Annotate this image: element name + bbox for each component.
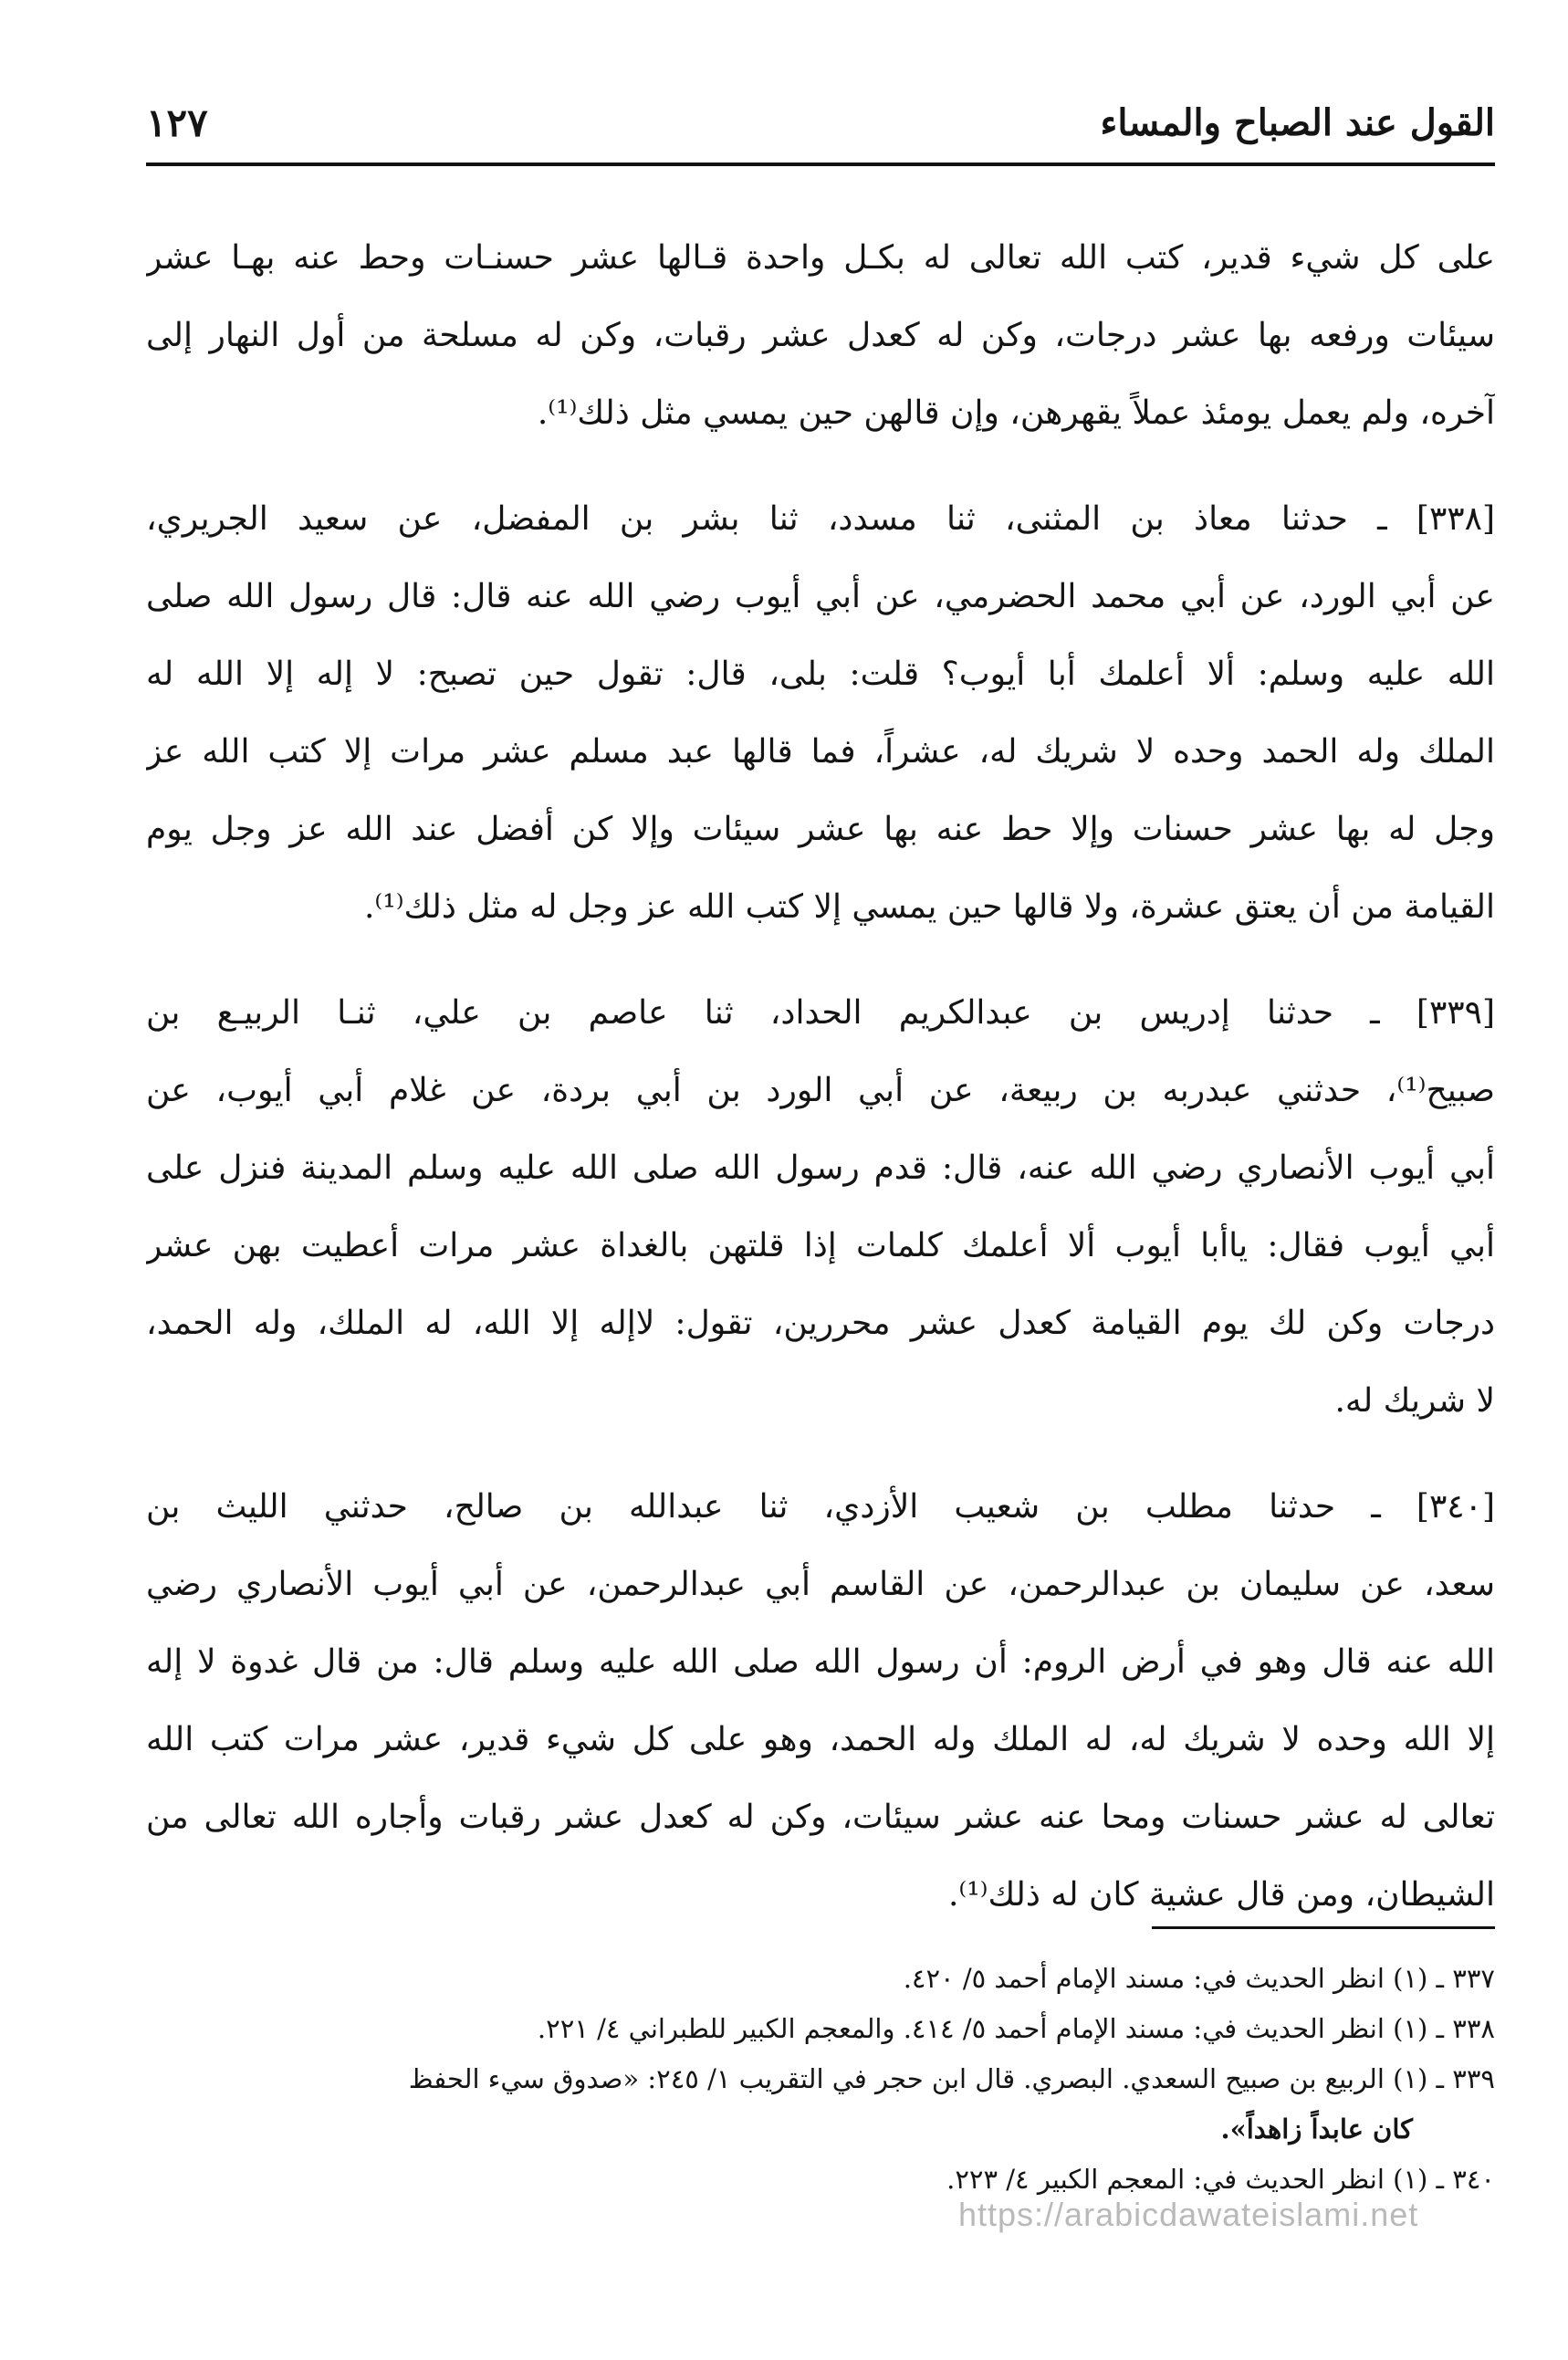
text-line: القيامة من أن يعتق عشرة، ولا قالها حين يمسي إلا كتب الله عز وجل له مثل ذلك⁽¹⁾. — [363, 888, 1495, 926]
text-line: وجل له بها عشر حسنات وإلا حط عنه بها عشر سيئات وإلا كن أفضل عند الله عز وجل يوم — [146, 811, 1495, 848]
footnote-339: ٣٣٩ ـ (١) الربيع بن صبيح السعدي. البصري. قال ابن حجر في التقريب ١/ ٢٤٥: «صدوق سيء الحفظ — [408, 2063, 1495, 2094]
page-number: ١٢٧ — [146, 100, 208, 145]
footnote-separator — [1152, 1926, 1495, 1929]
body-text — [146, 219, 1495, 1962]
text-line: سعد، عن سليمان بن عبدالرحمن، عن القاسم أبي عبدالرحمن، عن أبي أيوب الأنصاري رضي — [146, 1566, 1495, 1603]
text-line: الملك وله الحمد وحده لا شريك له، عشراً، فما قالها عبد مسلم عشر مرات إلا كتب الله عز — [146, 733, 1495, 771]
text-line: [٣٣٨] ـ حدثنا معاذ بن المثنى، ثنا مسدد، ثنا بشر بن المفضل، عن سعيد الجريري، — [146, 500, 1495, 538]
text-line: الله عنه قال وهو في أرض الروم: أن رسول الله صلى الله عليه وسلم قال: من قال غدوة لا إله — [146, 1643, 1495, 1681]
text-line: الله عليه وسلم: ألا أعلمك أبا أيوب؟ قلت: بلى، قال: تقول حين تصبح: لا إله إلا الله له — [146, 656, 1495, 693]
text-line: لا شريك له. — [1334, 1382, 1495, 1420]
page-header — [146, 96, 1495, 160]
text-line: درجات وكن لك يوم القيامة كعدل عشر محررين، تقول: لاإله إلا الله، له الملك، وله الحمد، — [146, 1305, 1495, 1342]
text-line: آخره، ولم يعمل يومئذ عملاً يقهرهن، وإن قالهن حين يمسي مثل ذلك⁽¹⁾. — [537, 394, 1495, 432]
text-line: تعالى له عشر حسنات ومحا عنه عشر سيئات، وكن له كعدل عشر رقبات وأجاره الله تعالى من — [146, 1799, 1495, 1836]
header-rule — [146, 163, 1495, 166]
text-line: سيئات ورفعه بها عشر درجات، وكن له كعدل عشر رقبات، وكن له مسلحة من أول النهار إلى — [146, 317, 1495, 354]
paragraph-hadith-340 — [146, 1468, 1495, 1934]
text-line: عن أبي الورد، عن أبي محمد الحضرمي، عن أبي أيوب رضي الله عنه قال: قال رسول الله صلى — [146, 578, 1495, 615]
text-line: إلا الله وحده لا شريك له، له الملك وله الحمد، وهو على كل شيء قدير، عشر مرات كتب الله — [146, 1721, 1495, 1758]
text-line: على كل شيء قدير، كتب الله تعالى له بكـل واحدة قـالها عشر حسنـات وحط عنه بهـا عشر — [146, 239, 1495, 277]
paragraph-hadith-338 — [146, 480, 1495, 946]
paragraph-hadith-339 — [146, 974, 1495, 1440]
text-line: أبي أيوب الأنصاري رضي الله عنه، قال: قدم رسول الله صلى الله عليه وسلم المدينة فنزل على — [146, 1149, 1495, 1187]
footnote-337: ٣٣٧ ـ (١) انظر الحديث في: مسند الإمام أحمد ٥/ ٤٢٠. — [903, 1963, 1495, 1994]
text-line: [٣٤٠] ـ حدثنا مطلب بن شعيب الأزدي، ثنا عبدالله بن صالح، حدثني الليث بن — [146, 1488, 1495, 1526]
footnote-339-continuation: كان عابداً زاهداً». — [1220, 2114, 1413, 2145]
text-line: صبيح⁽¹⁾، حدثني عبدربه بن ربيعة، عن أبي الورد بن أبي بردة، عن غلام أبي أيوب، عن — [146, 1072, 1495, 1109]
footnotes — [128, 1954, 1495, 2205]
footnote-338: ٣٣٨ ـ (١) انظر الحديث في: مسند الإمام أحمد ٥/ ٤١٤. والمعجم الكبير للطبراني ٤/ ٢٢١. — [537, 2013, 1495, 2044]
footnote-340: ٣٤٠ ـ (١) انظر الحديث في: المعجم الكبير ٤/ ٢٢٣. — [946, 2164, 1495, 2195]
text-line: أبي أيوب فقال: ياأبا أيوب ألا أعلمك كلمات إذا قلتهن بالغداة عشر مرات أعطيت بهن عشر — [146, 1227, 1495, 1264]
running-title: القول عند الصباح والمساء — [1100, 101, 1495, 144]
watermark-url: https://arabicdawateislami.net — [958, 2196, 1419, 2233]
paragraph-intro — [146, 219, 1495, 452]
text-line: الشيطان، ومن قال عشية كان له ذلك⁽¹⁾. — [947, 1876, 1495, 1914]
text-line: [٣٣٩] ـ حدثنا إدريس بن عبدالكريم الحداد، ثنا عاصم بن علي، ثنـا الربيـع بن — [146, 994, 1495, 1032]
